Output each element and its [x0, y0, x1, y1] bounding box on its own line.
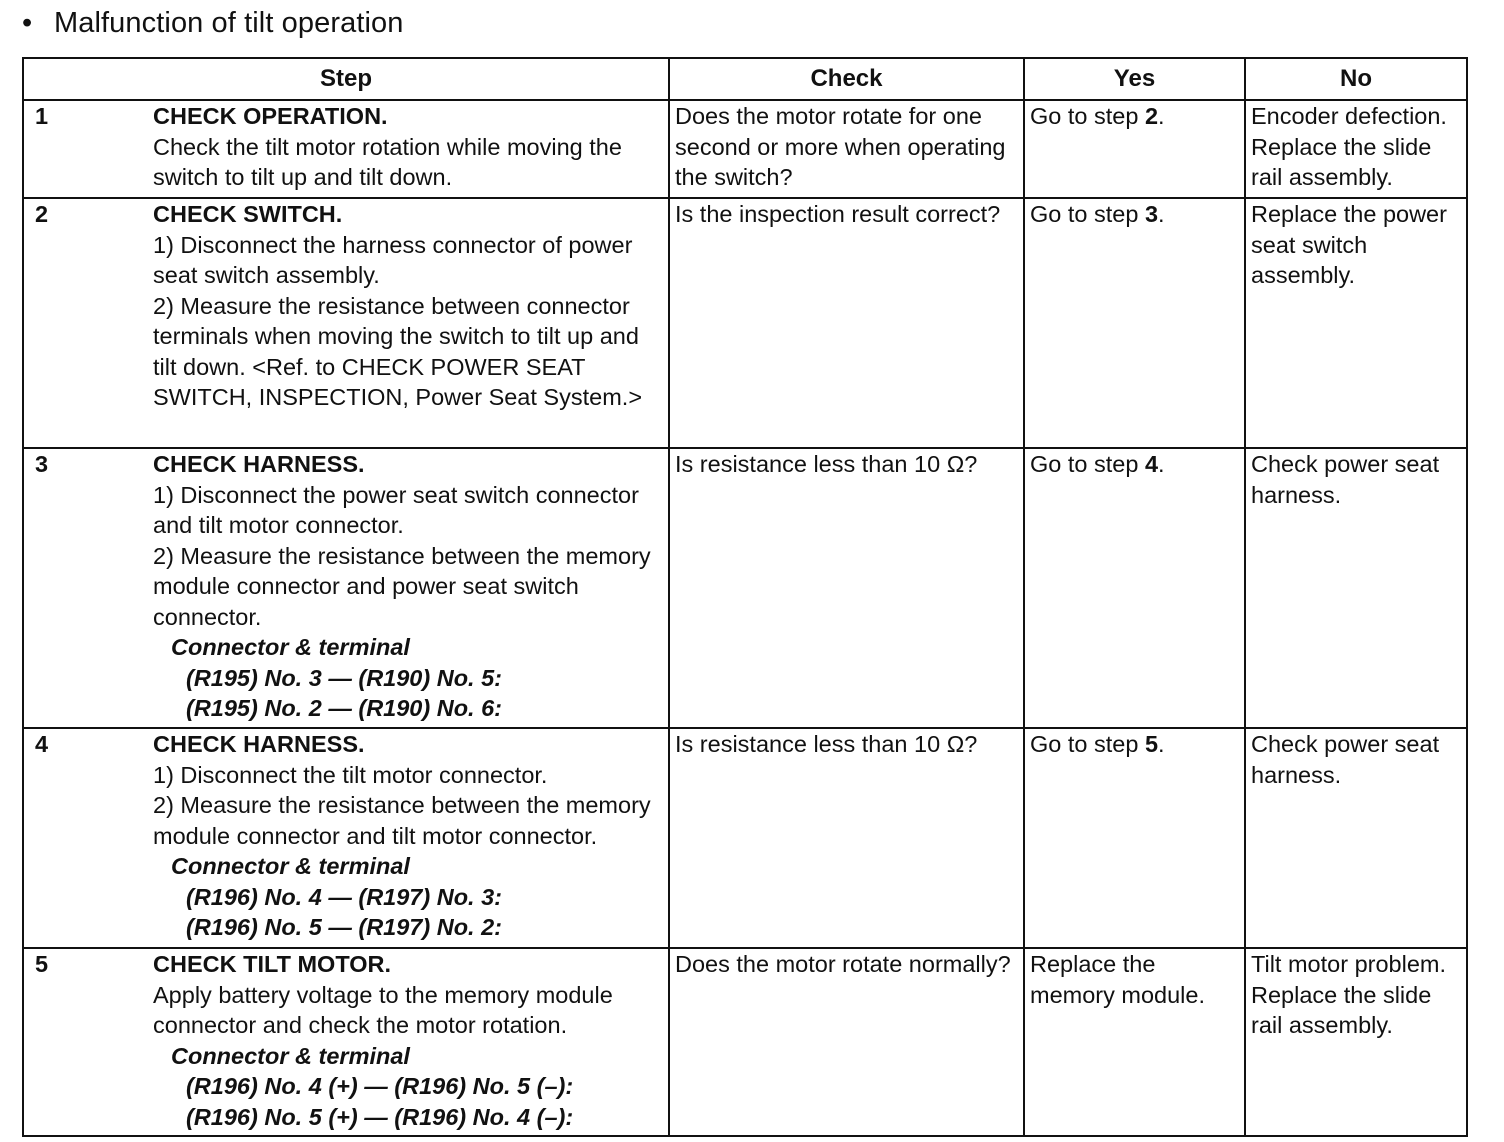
connector-terminal-line: (R195) No. 2 — (R190) No. 6:: [186, 695, 503, 721]
step-instruction: 2) Measure the resistance between the memory module connector and tilt motor connector.: [153, 792, 651, 849]
column-header-yes: Yes: [1024, 58, 1245, 100]
no-cell: Replace the power seat switch assembly.: [1245, 198, 1467, 448]
step-title: CHECK OPERATION.: [153, 103, 388, 129]
step-cell: [23, 448, 669, 728]
step-instruction: 1) Disconnect the power seat switch connector and tilt motor connector.: [153, 481, 639, 538]
step-title: CHECK TILT MOTOR.: [153, 951, 392, 977]
step-cell: [23, 948, 669, 1136]
step-instruction: 2) Measure the resistance between the memory module connector and power seat switch connector.: [153, 542, 651, 630]
connector-terminal-line: (R195) No. 3 — (R190) No. 5:: [186, 664, 503, 691]
step-instruction: 1) Disconnect the tilt motor connector.: [153, 761, 548, 788]
step-title: CHECK HARNESS.: [153, 451, 365, 477]
header-row: [23, 58, 1467, 100]
connector-terminal-line: (R196) No. 5 (+) — (R196) No. 4 (–):: [186, 1103, 574, 1130]
connector-terminal-line: (R196) No. 4 — (R197) No. 3:: [186, 883, 503, 910]
table-row: [23, 948, 1467, 1136]
yes-cell: Go to step 3.: [1024, 198, 1245, 448]
step-number: 2: [35, 201, 49, 227]
no-cell: Check power seat harness.: [1245, 728, 1467, 948]
check-cell: Does the motor rotate normally?: [669, 948, 1024, 1136]
step-title: CHECK SWITCH.: [153, 201, 343, 227]
no-cell: Check power seat harness.: [1245, 448, 1467, 728]
bullet-icon: •: [22, 7, 33, 39]
step-instruction: Check the tilt motor rotation while moving the switch to tilt up and tilt down.: [153, 133, 622, 190]
step-cell: [23, 198, 669, 448]
heading-text: Malfunction of tilt operation: [54, 7, 404, 39]
yes-cell: Go to step 2.: [1024, 100, 1245, 198]
check-cell: Is resistance less than 10 Ω?: [669, 448, 1024, 728]
step-cell: [23, 728, 669, 948]
step-title: CHECK HARNESS.: [153, 731, 365, 757]
step-instruction: Apply battery voltage to the memory module connector and check the motor rotation.: [153, 981, 613, 1038]
connector-terminal-line: (R196) No. 4 (+) — (R196) No. 5 (–):: [186, 1073, 574, 1099]
yes-cell: Go to step 5.: [1024, 728, 1245, 948]
no-cell: Tilt motor problem. Replace the slide rail assembly.: [1245, 948, 1467, 1136]
diagnosis-table: [22, 57, 1468, 1137]
connector-terminal-title: Connector & terminal: [171, 1042, 410, 1069]
column-header-no: No: [1245, 58, 1467, 100]
connector-terminal-title: Connector & terminal: [171, 853, 410, 879]
column-header-check: Check: [669, 58, 1024, 100]
table-row: [23, 198, 1467, 448]
check-cell: Does the motor rotate for one second or more when operating the switch?: [669, 100, 1024, 198]
connector-terminal-line: (R196) No. 5 — (R197) No. 2:: [186, 914, 503, 940]
table-row: [23, 100, 1467, 198]
table-row: [23, 728, 1467, 948]
step-cell: [23, 100, 669, 198]
step-instruction: 2) Measure the resistance between connector terminals when moving the switch to tilt up and tilt down. <Ref. to CHECK POWER SEAT SWITCH, INSPECTION, Power Seat System.>: [153, 292, 643, 410]
step-number: 1: [35, 103, 49, 129]
step-number: 4: [35, 731, 49, 757]
check-cell: Is the inspection result correct?: [669, 198, 1024, 448]
no-cell: Encoder defection. Replace the slide rail assembly.: [1245, 100, 1467, 198]
connector-terminal-title: Connector & terminal: [171, 634, 410, 660]
table-row: [23, 448, 1467, 728]
step-instruction: 1) Disconnect the harness connector of power seat switch assembly.: [153, 231, 633, 288]
yes-cell: Go to step 4.: [1024, 448, 1245, 728]
column-header-step: Step: [23, 58, 669, 100]
check-cell: Is resistance less than 10 Ω?: [669, 728, 1024, 948]
section-heading: [22, 4, 403, 42]
step-number: 5: [35, 951, 49, 977]
yes-cell: Replace the memory module.: [1024, 948, 1245, 1136]
step-number: 3: [35, 451, 49, 477]
